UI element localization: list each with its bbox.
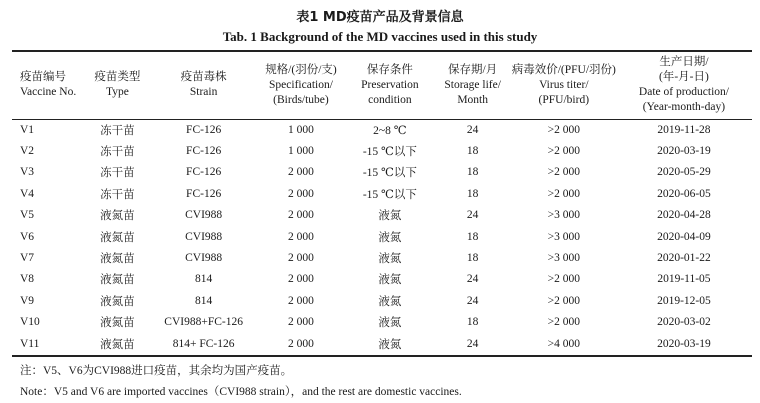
cell-virus-titer: >2 000 xyxy=(547,166,580,179)
cell-storage-life: 24 xyxy=(466,273,479,286)
cell-vaccine-no: V11 xyxy=(20,337,40,350)
header-line: 疫苗编号 xyxy=(20,71,66,83)
cell-type: 液氮苗 xyxy=(100,274,135,287)
cell-preservation-condition: 液氮 xyxy=(378,317,402,330)
cell-type: 冻干苗 xyxy=(100,167,135,180)
cell-storage-life: 24 xyxy=(466,123,479,136)
cell-strain: FC-126 xyxy=(186,187,222,200)
cell-storage-life: 18 xyxy=(466,252,479,265)
cell-date-of-production: 2020-03-02 xyxy=(657,316,711,329)
cell-strain: 814+ FC-126 xyxy=(172,337,235,350)
header-line: condition xyxy=(368,93,412,106)
cell-date-of-production: 2020-06-05 xyxy=(657,187,711,200)
table-row xyxy=(12,333,752,354)
table-note-english: Note：V5 and V6 are imported vaccines（CVI988 strain），and the rest are domestic vaccines. xyxy=(20,386,462,398)
header-line: (年-月-日) xyxy=(659,71,709,83)
header-line: (PFU/bird) xyxy=(538,93,590,106)
cell-strain: CVI988 xyxy=(185,230,223,243)
cell-virus-titer: >3 000 xyxy=(547,252,580,265)
header-line: 规格/(羽份/支) xyxy=(265,63,337,76)
cell-specification: 1 000 xyxy=(288,123,314,136)
cell-preservation-condition: 液氮 xyxy=(378,253,402,266)
header-line: 病毒效价/(PFU/羽份) xyxy=(511,63,616,76)
header-type xyxy=(83,51,151,119)
cell-preservation-condition: 2~8 ℃ xyxy=(373,124,407,137)
cell-specification: 2 000 xyxy=(288,316,314,329)
header-line: (Year-month-day) xyxy=(642,101,726,113)
cell-strain: 814 xyxy=(195,294,213,307)
cell-storage-life: 18 xyxy=(466,166,479,179)
header-line: Strain xyxy=(189,86,218,98)
cell-date-of-production: 2020-03-19 xyxy=(657,337,711,350)
cell-preservation-condition: 液氮 xyxy=(378,210,402,223)
cell-specification: 2 000 xyxy=(288,252,314,265)
cell-preservation-condition: 液氮 xyxy=(378,295,402,308)
cell-date-of-production: 2019-11-28 xyxy=(657,123,711,136)
cell-virus-titer: >4 000 xyxy=(547,337,580,350)
cell-type: 冻干苗 xyxy=(100,188,135,201)
table-row xyxy=(12,162,752,183)
header-line: Virus titer/ xyxy=(539,78,589,91)
cell-vaccine-no: V8 xyxy=(20,273,35,286)
cell-date-of-production: 2019-11-05 xyxy=(657,273,711,286)
cell-vaccine-no: V2 xyxy=(20,145,35,158)
header-line: 疫苗毒株 xyxy=(180,71,227,83)
cell-strain: FC-126 xyxy=(186,145,222,158)
header-strain xyxy=(151,51,255,119)
cell-vaccine-no: V10 xyxy=(20,316,40,329)
header-line: Specification/ xyxy=(269,78,333,91)
cell-strain: CVI988+FC-126 xyxy=(164,316,243,329)
cell-virus-titer: >2 000 xyxy=(547,273,580,286)
header-line: 疫苗类型 xyxy=(94,71,141,83)
header-line: Date of production/ xyxy=(638,86,729,98)
cell-type: 液氮苗 xyxy=(100,231,135,244)
header-virus-titer xyxy=(512,51,616,119)
cell-specification: 2 000 xyxy=(288,166,314,179)
table-body xyxy=(12,119,752,354)
header-line: Preservation xyxy=(361,78,419,91)
header-vaccine-no xyxy=(12,51,83,119)
header-line: 保存条件 xyxy=(366,63,413,76)
table-header-row xyxy=(12,51,752,119)
cell-preservation-condition: -15 ℃以下 xyxy=(362,167,417,180)
table-row xyxy=(12,312,752,333)
cell-vaccine-no: V6 xyxy=(20,230,35,243)
header-line: Month xyxy=(457,93,488,106)
cell-vaccine-no: V7 xyxy=(20,252,35,265)
cell-date-of-production: 2020-03-19 xyxy=(657,145,711,158)
cell-specification: 2 000 xyxy=(288,294,314,307)
cell-type: 冻干苗 xyxy=(100,124,135,137)
cell-strain: 814 xyxy=(195,273,213,286)
table-title-english: Tab. 1 Background of the MD vaccines used in this study xyxy=(222,29,538,44)
header-line: 生产日期/ xyxy=(659,56,709,68)
cell-strain: CVI988 xyxy=(185,209,223,222)
table-row xyxy=(12,290,752,311)
table-row xyxy=(12,183,752,204)
cell-specification: 2 000 xyxy=(288,230,314,243)
cell-storage-life: 18 xyxy=(466,145,479,158)
header-specification xyxy=(256,51,346,119)
cell-virus-titer: >3 000 xyxy=(547,209,580,222)
header-line: Vaccine No. xyxy=(20,86,77,98)
cell-specification: 2 000 xyxy=(288,187,314,200)
cell-date-of-production: 2020-01-22 xyxy=(657,252,711,265)
cell-strain: FC-126 xyxy=(186,166,222,179)
vaccine-table xyxy=(12,51,752,354)
cell-specification: 1 000 xyxy=(288,145,314,158)
cell-storage-life: 18 xyxy=(466,230,479,243)
cell-preservation-condition: -15 ℃以下 xyxy=(362,188,417,201)
header-line: Storage life/ xyxy=(444,78,501,91)
cell-virus-titer: >2 000 xyxy=(547,123,580,136)
cell-date-of-production: 2020-04-09 xyxy=(657,230,711,243)
cell-storage-life: 24 xyxy=(466,294,479,307)
cell-preservation-condition: 液氮 xyxy=(378,338,402,351)
cell-preservation-condition: 液氮 xyxy=(378,231,402,244)
cell-preservation-condition: -15 ℃以下 xyxy=(362,146,417,159)
cell-type: 液氮苗 xyxy=(100,338,135,351)
cell-preservation-condition: 液氮 xyxy=(378,274,402,287)
header-line: (Birds/tube) xyxy=(273,93,329,106)
bottom-rule xyxy=(12,355,752,357)
table-row xyxy=(12,269,752,290)
table-row xyxy=(12,140,752,161)
cell-storage-life: 18 xyxy=(466,316,479,329)
table-row xyxy=(12,247,752,268)
cell-vaccine-no: V9 xyxy=(20,294,35,307)
cell-strain: CVI988 xyxy=(185,252,223,265)
cell-virus-titer: >2 000 xyxy=(547,187,580,200)
cell-virus-titer: >2 000 xyxy=(547,145,580,158)
cell-storage-life: 18 xyxy=(466,187,479,200)
cell-type: 液氮苗 xyxy=(100,253,135,266)
table-row xyxy=(12,205,752,226)
cell-type: 冻干苗 xyxy=(100,146,135,159)
header-date-of-production xyxy=(616,51,752,119)
cell-specification: 2 000 xyxy=(288,209,314,222)
cell-date-of-production: 2019-12-05 xyxy=(657,294,711,307)
header-preservation-condition xyxy=(346,51,433,119)
header-line: 保存期/月 xyxy=(448,63,498,76)
cell-vaccine-no: V4 xyxy=(20,187,35,200)
header-storage-life xyxy=(434,51,512,119)
table-row xyxy=(12,226,752,247)
cell-date-of-production: 2020-05-29 xyxy=(657,166,711,179)
cell-virus-titer: >3 000 xyxy=(547,230,580,243)
cell-type: 液氮苗 xyxy=(100,317,135,330)
cell-type: 液氮苗 xyxy=(100,210,135,223)
table-note-chinese: 注：V5、V6为CVI988进口疫苗，其余均为国产疫苗。 xyxy=(20,365,293,377)
cell-vaccine-no: V3 xyxy=(20,166,35,179)
cell-date-of-production: 2020-04-28 xyxy=(657,209,711,222)
header-line: Type xyxy=(106,86,129,98)
table-row xyxy=(12,119,752,140)
cell-storage-life: 24 xyxy=(466,337,479,350)
cell-storage-life: 24 xyxy=(466,209,479,222)
cell-vaccine-no: V1 xyxy=(20,123,35,136)
cell-strain: FC-126 xyxy=(186,123,222,136)
cell-type: 液氮苗 xyxy=(100,295,135,308)
cell-specification: 2 000 xyxy=(288,273,314,286)
table-title-chinese: 表1 MD疫苗产品及背景信息 xyxy=(296,10,464,25)
cell-virus-titer: >2 000 xyxy=(547,294,580,307)
cell-vaccine-no: V5 xyxy=(20,209,35,222)
cell-specification: 2 000 xyxy=(288,337,314,350)
cell-virus-titer: >2 000 xyxy=(547,316,580,329)
